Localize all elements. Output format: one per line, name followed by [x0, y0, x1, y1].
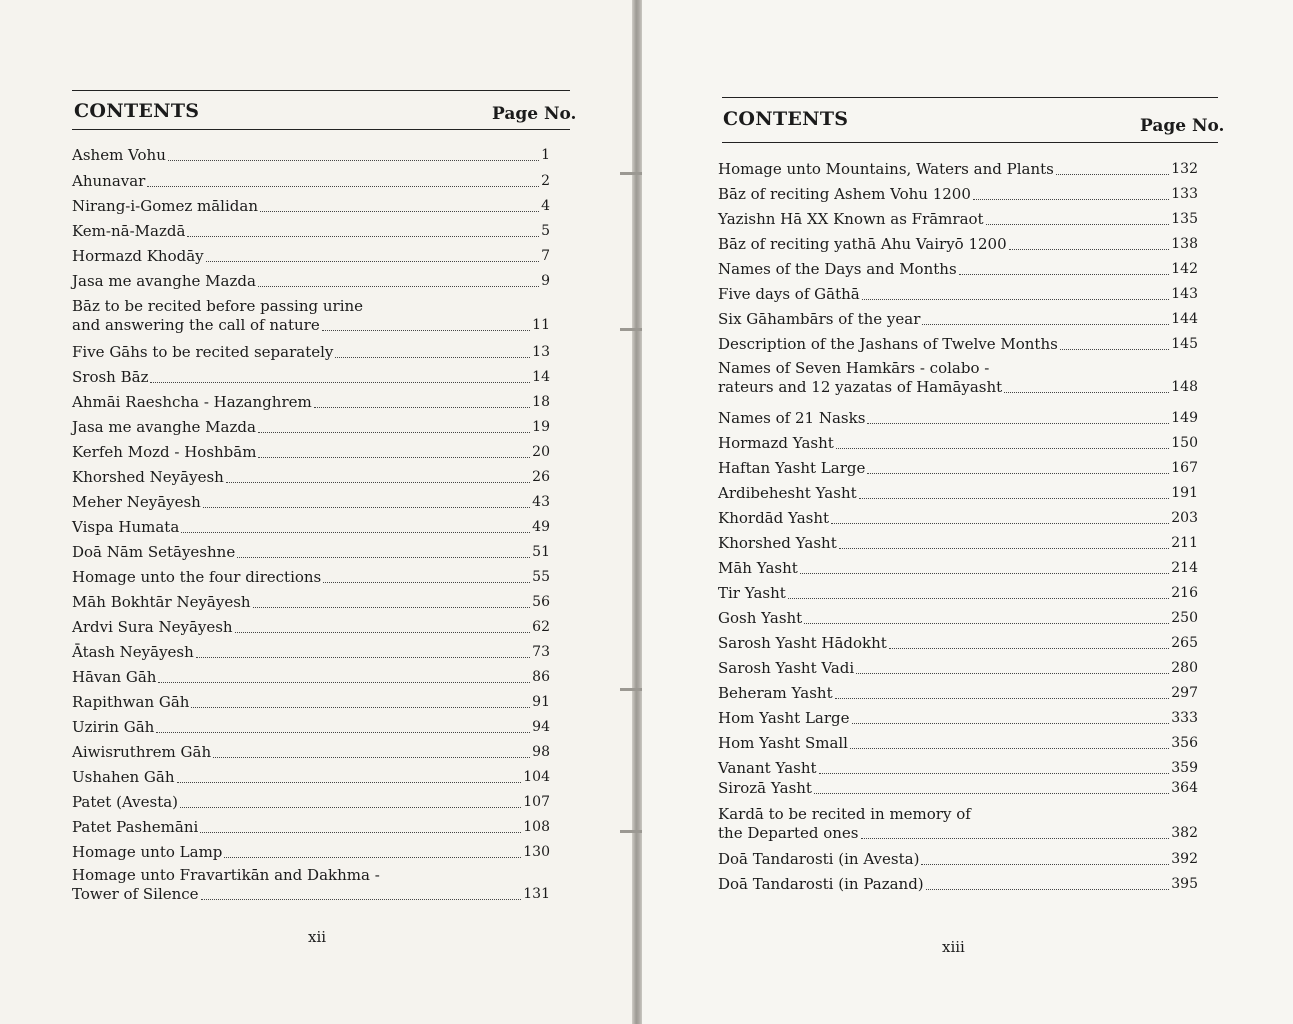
toc-entry-title-cont: Tower of Silence	[72, 885, 199, 903]
dot-leader	[973, 199, 1169, 200]
toc-entry-page: 49	[532, 519, 550, 535]
toc-entry	[718, 709, 1198, 728]
toc-entry-page: 55	[532, 569, 550, 585]
toc-entry-title: Māh Bokhtār Neyāyesh	[72, 593, 251, 611]
dot-leader	[859, 498, 1170, 499]
toc-entry-page: 20	[532, 444, 550, 460]
dot-leader	[147, 186, 539, 187]
toc-entry-title-cont: the Departed ones	[718, 824, 859, 842]
toc-entry-title: Ahunavar	[72, 172, 146, 190]
dot-leader	[788, 598, 1169, 599]
toc-entry-page: 107	[523, 794, 550, 810]
toc-entry	[72, 568, 550, 587]
toc-entry-title: Homage unto Mountains, Waters and Plants	[718, 160, 1054, 178]
dot-leader	[201, 899, 522, 900]
toc-entry-page: 51	[532, 544, 550, 560]
toc-entry	[72, 843, 550, 862]
dot-leader	[323, 582, 530, 583]
toc-entry-page: 135	[1171, 211, 1198, 227]
toc-entry	[72, 743, 550, 762]
dot-leader	[322, 330, 530, 331]
toc-entry	[718, 634, 1198, 653]
toc-entry-title: Hom Yasht Large	[718, 709, 850, 727]
toc-entry-title: Homage unto the four directions	[72, 568, 322, 586]
toc-entry-title: Nirang-i-Gomez mālidan	[72, 197, 258, 215]
toc-entry-title: Vanant Yasht	[718, 759, 817, 777]
dot-leader	[213, 757, 530, 758]
dot-leader	[224, 857, 521, 858]
toc-entry-page: 26	[532, 469, 550, 485]
toc-entry	[718, 779, 1198, 798]
toc-entry-title: Jasa me avanghe Mazda	[72, 418, 256, 436]
toc-entry-page: 132	[1171, 161, 1198, 177]
toc-entry-title: Ushahen Gāh	[72, 768, 175, 786]
toc-entry-title: Gosh Yasht	[718, 609, 803, 627]
dot-leader	[867, 423, 1169, 424]
page-no-label: Page No.	[492, 104, 577, 124]
toc-entry-title: Hormazd Yasht	[718, 434, 834, 452]
toc-entry-title: Ātash Neyāyesh	[72, 643, 194, 661]
toc-entry-title: Tir Yasht	[718, 584, 786, 602]
toc-entry	[72, 393, 550, 412]
toc-entry-title: Kerfeh Mozd - Hoshbām	[72, 443, 257, 461]
dot-leader	[168, 160, 539, 161]
dot-leader	[1056, 174, 1169, 175]
toc-entry-page: 62	[532, 619, 550, 635]
dot-leader	[861, 838, 1170, 839]
toc-entry-title: Patet Pashemāni	[72, 818, 199, 836]
toc-entry	[72, 368, 550, 387]
toc-entry	[72, 468, 550, 487]
toc-entry	[72, 768, 550, 787]
toc-entry-page: 203	[1171, 510, 1198, 526]
dot-leader	[926, 889, 1170, 890]
dot-leader	[150, 382, 530, 383]
toc-entry-title: Doā Nām Setāyeshne	[72, 543, 236, 561]
toc-entry-title: Bāz to be recited before passing urine	[72, 297, 364, 315]
toc-entry-page: 5	[541, 223, 550, 239]
toc-entry-title: Bāz of reciting yathā Ahu Vairyō 1200	[718, 235, 1007, 253]
dot-leader	[191, 707, 530, 708]
toc-entry-page: 98	[532, 744, 550, 760]
dot-leader	[258, 457, 530, 458]
dot-leader	[335, 357, 530, 358]
dot-leader	[839, 548, 1170, 549]
toc-entry-page: 214	[1171, 560, 1198, 576]
dot-leader	[831, 523, 1169, 524]
toc-entry-title: Kardā to be recited in memory of	[718, 805, 971, 823]
toc-entry	[718, 875, 1198, 894]
toc-entry	[718, 534, 1198, 553]
toc-entry-page: 11	[532, 317, 550, 333]
toc-entry-title: Jasa me avanghe Mazda	[72, 272, 256, 290]
toc-entry-page: 1	[541, 147, 550, 163]
toc-entry-title-cont: and answering the call of nature	[72, 316, 320, 334]
dot-leader	[260, 211, 539, 212]
toc-entry	[718, 434, 1198, 453]
toc-entry-title: Names of Seven Hamkārs - colabo -	[718, 359, 990, 377]
toc-entry-title: Beheram Yasht	[718, 684, 833, 702]
toc-entry-page: 86	[532, 669, 550, 685]
toc-entry	[72, 222, 550, 241]
dot-leader	[258, 286, 539, 287]
dot-leader	[314, 407, 530, 408]
toc-entry-page: 145	[1171, 336, 1198, 352]
toc-entry-title: Sarosh Yasht Vadi	[718, 659, 855, 677]
toc-entry-title: Ahmāi Raeshcha - Hazanghrem	[72, 393, 312, 411]
toc-entry	[718, 609, 1198, 628]
toc-entry-title: Srosh Bāz	[72, 368, 149, 386]
toc-entry	[718, 260, 1198, 279]
dot-leader	[177, 782, 522, 783]
dot-leader	[206, 261, 539, 262]
folio-number: xii	[308, 928, 327, 946]
toc-entry-page: 359	[1171, 760, 1198, 776]
toc-entry-page: 191	[1171, 485, 1198, 501]
toc-entry-page: 364	[1171, 780, 1198, 796]
contents-heading: CONTENTS	[74, 100, 200, 122]
toc-entry	[72, 272, 550, 291]
toc-entry	[72, 418, 550, 437]
toc-entry	[718, 734, 1198, 753]
toc-entry	[72, 643, 550, 662]
toc-entry-page: 148	[1171, 379, 1198, 395]
toc-entry-title: Six Gāhambārs of the year	[718, 310, 921, 328]
toc-entry-page: 297	[1171, 685, 1198, 701]
toc-entry	[718, 659, 1198, 678]
toc-entry-title: Five Gāhs to be recited separately	[72, 343, 334, 361]
toc-list	[72, 0, 550, 1024]
toc-entry-page: 91	[532, 694, 550, 710]
dot-leader	[253, 607, 531, 608]
dot-leader	[1009, 249, 1170, 250]
dot-leader	[158, 682, 530, 683]
toc-entry	[72, 668, 550, 687]
toc-entry-page: 265	[1171, 635, 1198, 651]
toc-entry-page: 104	[523, 769, 550, 785]
dot-leader	[836, 448, 1169, 449]
toc-entry-page: 2	[541, 173, 550, 189]
toc-entry-page: 108	[523, 819, 550, 835]
toc-entry	[718, 310, 1198, 329]
dot-leader	[800, 573, 1169, 574]
right-page	[642, 0, 1293, 1024]
toc-entry	[72, 818, 550, 837]
toc-entry	[72, 343, 550, 362]
toc-entry-page: 144	[1171, 311, 1198, 327]
toc-entry-title: Names of the Days and Months	[718, 260, 957, 278]
dot-leader	[258, 432, 530, 433]
toc-entry	[72, 793, 550, 812]
toc-entry-page: 138	[1171, 236, 1198, 252]
toc-entry	[72, 593, 550, 612]
toc-entry-title: Ardvi Sura Neyāyesh	[72, 618, 233, 636]
toc-entry	[718, 409, 1198, 428]
toc-entry-title: Khorshed Yasht	[718, 534, 837, 552]
toc-entry-page: 150	[1171, 435, 1198, 451]
toc-entry-page: 133	[1171, 186, 1198, 202]
toc-entry-page: 19	[532, 419, 550, 435]
toc-entry	[718, 459, 1198, 478]
toc-entry-title: Khordād Yasht	[718, 509, 830, 527]
dot-leader	[235, 632, 531, 633]
toc-entry-title: Rapithwan Gāh	[72, 693, 190, 711]
toc-entry	[72, 618, 550, 637]
toc-entry	[72, 443, 550, 462]
dot-leader	[814, 793, 1169, 794]
dot-leader	[196, 657, 530, 658]
toc-entry-title: Hāvan Gāh	[72, 668, 157, 686]
toc-entry-title: Ardibehesht Yasht	[718, 484, 857, 502]
toc-entry-page: 18	[532, 394, 550, 410]
toc-entry	[718, 210, 1198, 229]
toc-entry-title: Ashem Vohu	[72, 146, 166, 164]
dot-leader	[181, 532, 530, 533]
toc-entry-title: Sarosh Yasht Hādokht	[718, 634, 887, 652]
toc-entry-title: Kem-nā-Mazdā	[72, 222, 186, 240]
toc-entry-page: 211	[1171, 535, 1198, 551]
toc-entry-title: Vispa Humata	[72, 518, 180, 536]
toc-entry-page: 143	[1171, 286, 1198, 302]
toc-entry-page: 4	[541, 198, 550, 214]
toc-entry-page: 167	[1171, 460, 1198, 476]
toc-entry	[72, 718, 550, 737]
toc-entry-title: Meher Neyāyesh	[72, 493, 201, 511]
toc-entry-title: Names of 21 Nasks	[718, 409, 866, 427]
toc-entry-title: Doā Tandarosti (in Avesta)	[718, 850, 920, 868]
toc-entry-page: 356	[1171, 735, 1198, 751]
toc-entry-title: Sirozā Yasht	[718, 779, 812, 797]
toc-entry-title: Bāz of reciting Ashem Vohu 1200	[718, 185, 971, 203]
toc-entry	[718, 335, 1198, 354]
dot-leader	[921, 864, 1169, 865]
toc-entry	[718, 285, 1198, 304]
toc-entry-page: 56	[532, 594, 550, 610]
dot-leader	[862, 299, 1170, 300]
toc-entry-page: 149	[1171, 410, 1198, 426]
dot-leader	[922, 324, 1169, 325]
toc-entry-title: Five days of Gāthā	[718, 285, 860, 303]
toc-entry-page: 13	[532, 344, 550, 360]
dot-leader	[1060, 349, 1169, 350]
toc-entry-page: 130	[523, 844, 550, 860]
dot-leader	[835, 698, 1170, 699]
dot-leader	[203, 507, 530, 508]
dot-leader	[959, 274, 1170, 275]
toc-entry-title: Aiwisruthrem Gāh	[72, 743, 212, 761]
dot-leader	[180, 807, 521, 808]
toc-entry-page: 333	[1171, 710, 1198, 726]
toc-entry-page: 14	[532, 369, 550, 385]
toc-entry-page: 382	[1171, 825, 1198, 841]
toc-entry-title: Patet (Avesta)	[72, 793, 179, 811]
toc-entry-title-cont: rateurs and 12 yazatas of Hamāyasht	[718, 378, 1003, 396]
dot-leader	[852, 723, 1170, 724]
toc-entry-page: 142	[1171, 261, 1198, 277]
dot-leader	[226, 482, 530, 483]
dot-leader	[200, 832, 521, 833]
page-no-label: Page No.	[1140, 116, 1225, 136]
toc-entry-title: Khorshed Neyāyesh	[72, 468, 224, 486]
toc-entry-title: Homage unto Lamp	[72, 843, 223, 861]
dot-leader	[804, 623, 1169, 624]
toc-entry-title: Hormazd Khodāy	[72, 247, 204, 265]
toc-entry-page: 250	[1171, 610, 1198, 626]
contents-heading: CONTENTS	[723, 108, 849, 130]
dot-leader	[156, 732, 530, 733]
toc-entry-page: 94	[532, 719, 550, 735]
dot-leader	[187, 236, 539, 237]
dot-leader	[867, 473, 1169, 474]
toc-entry	[718, 484, 1198, 503]
toc-entry	[718, 235, 1198, 254]
toc-entry	[718, 160, 1198, 179]
toc-entry	[718, 684, 1198, 703]
toc-entry	[718, 359, 1198, 397]
toc-entry-page: 395	[1171, 876, 1198, 892]
toc-entry	[72, 518, 550, 537]
folio-number: xiii	[942, 938, 965, 956]
dot-leader	[856, 673, 1169, 674]
toc-entry	[72, 693, 550, 712]
dot-leader	[1004, 392, 1169, 393]
toc-entry-title: Yazishn Hā XX Known as Frāmraot	[718, 210, 984, 228]
toc-entry	[718, 185, 1198, 204]
left-page	[0, 0, 634, 1024]
toc-entry-page: 43	[532, 494, 550, 510]
toc-entry-page: 7	[541, 248, 550, 264]
toc-entry	[72, 297, 550, 335]
toc-entry	[718, 850, 1198, 869]
toc-entry-page: 131	[523, 886, 550, 902]
toc-entry	[718, 805, 1198, 843]
toc-entry	[718, 509, 1198, 528]
toc-list	[718, 0, 1198, 1024]
toc-entry	[72, 866, 550, 904]
toc-entry-page: 392	[1171, 851, 1198, 867]
toc-entry	[72, 247, 550, 266]
toc-entry-title: Hom Yasht Small	[718, 734, 848, 752]
toc-entry-title: Description of the Jashans of Twelve Months	[718, 335, 1058, 353]
toc-entry	[72, 146, 550, 165]
toc-entry-title: Doā Tandarosti (in Pazand)	[718, 875, 924, 893]
toc-entry-page: 9	[541, 273, 550, 289]
dot-leader	[237, 557, 530, 558]
toc-entry	[72, 543, 550, 562]
toc-entry-title: Homage unto Fravartikān and Dakhma -	[72, 866, 380, 884]
toc-entry-page: 280	[1171, 660, 1198, 676]
toc-entry	[718, 584, 1198, 603]
dot-leader	[850, 748, 1169, 749]
dot-leader	[889, 648, 1169, 649]
toc-entry	[72, 493, 550, 512]
toc-entry	[718, 759, 1198, 778]
toc-entry	[718, 559, 1198, 578]
toc-entry-title: Haftan Yasht Large	[718, 459, 866, 477]
dot-leader	[986, 224, 1170, 225]
toc-entry-page: 73	[532, 644, 550, 660]
toc-entry-title: Uzirin Gāh	[72, 718, 155, 736]
toc-entry	[72, 172, 550, 191]
dot-leader	[819, 773, 1170, 774]
toc-entry	[72, 197, 550, 216]
toc-entry-title: Māh Yasht	[718, 559, 798, 577]
toc-entry-page: 216	[1171, 585, 1198, 601]
